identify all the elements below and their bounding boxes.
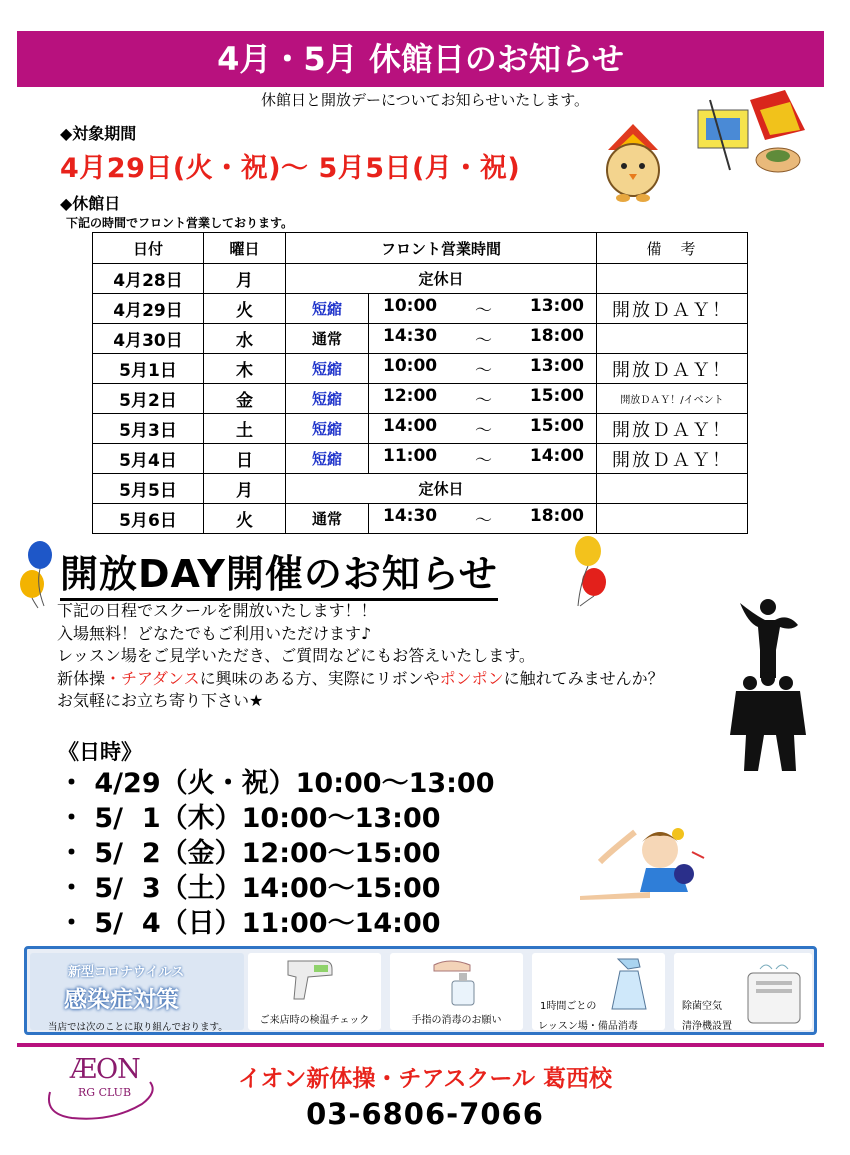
hours-range: [369, 506, 596, 531]
hours-start: 14:30: [383, 506, 438, 526]
text-pompom: ポンポン: [439, 668, 504, 688]
covid-title-box: [30, 953, 244, 1033]
hours-tilde: 〜: [475, 361, 492, 381]
covid-title-line2: 感染症対策: [64, 987, 179, 1013]
air-purifier-icon: [742, 959, 806, 1027]
covid-item-temperature: [248, 953, 381, 1030]
hours-tilde: 〜: [475, 331, 492, 351]
cell-hours: [369, 354, 597, 384]
table-row: [93, 354, 748, 384]
hours-range: [369, 446, 596, 471]
hours-range: [369, 386, 596, 411]
cell-closed: 定休日: [286, 474, 597, 504]
schedule-item: ・ 5/ 1（木）10:00〜13:00: [58, 803, 441, 834]
cell-date: 5月6日: [93, 504, 204, 534]
schedule-item: ・ 5/ 4（日）11:00〜14:00: [58, 908, 441, 939]
hours-start: 14:00: [383, 416, 438, 436]
table-header-row: [93, 233, 748, 264]
cell-remarks: [597, 504, 748, 534]
footer-divider: [17, 1043, 824, 1047]
hours-end: 15:00: [529, 416, 584, 436]
cell-remarks: [597, 324, 748, 354]
table-row: [93, 504, 748, 534]
covid-item-text: 清浄機設置: [682, 1021, 732, 1032]
covid-measures-panel: [24, 946, 817, 1035]
hours-tilde: 〜: [475, 511, 492, 531]
hours-end: 13:00: [529, 296, 584, 316]
openday-description: [57, 600, 664, 713]
gymnast-girl-icon: [580, 812, 710, 902]
school-name: イオン新体操・チアスクール 葛西校: [238, 1066, 612, 1092]
page-title: 4月・5月 休館日のお知らせ: [17, 31, 824, 87]
cell-date: 5月5日: [93, 474, 204, 504]
covid-caption: 当店では次のことに取り組んでおります。: [48, 1022, 228, 1033]
schedule-title: 《日時》: [58, 740, 142, 764]
openday-line: 入場無料！どなたでもご利用いただけます♪: [57, 623, 372, 643]
period-label: ◆対象期間: [60, 124, 137, 143]
header-day: 曜日: [204, 233, 286, 264]
hours-start: 10:00: [383, 356, 438, 376]
header-remarks: 備 考: [597, 233, 748, 264]
cell-hours: [369, 504, 597, 534]
openday-line: [57, 668, 664, 691]
cell-hours: [369, 414, 597, 444]
covid-item-text: レッスン場・備品消毒: [538, 1021, 638, 1032]
logo-rgclub-text: RG CLUB: [78, 1086, 132, 1099]
closing-schedule-table: [92, 232, 748, 534]
closed-label: ◆休館日: [60, 194, 121, 213]
hand-sanitizer-icon: [430, 955, 490, 1007]
text-interest: に興味のある方、実際にリボンや: [199, 668, 440, 688]
balloons-left-icon: [18, 540, 56, 610]
cell-day: 金: [204, 384, 286, 414]
header-front-hours: フロント営業時間: [286, 233, 597, 264]
covid-item-sanitize: [390, 953, 523, 1030]
cell-remarks: 開放ＤＡＹ！/イベント: [597, 384, 748, 414]
hours-tilde: 〜: [475, 391, 492, 411]
cell-remarks: [597, 474, 748, 504]
cell-date: 5月3日: [93, 414, 204, 444]
cell-remarks: [597, 264, 748, 294]
hours-end: 14:00: [529, 446, 584, 466]
hours-end: 18:00: [529, 506, 584, 526]
covid-item-text: 手指の消毒のお願い: [411, 1015, 502, 1026]
cell-hours: [369, 444, 597, 474]
cell-day: 水: [204, 324, 286, 354]
table-row: [93, 444, 748, 474]
text-gymnastics: 新体操: [57, 668, 106, 688]
schedule-item: ・ 5/ 2（金）12:00〜15:00: [58, 838, 441, 869]
schedule-item: ・ 5/ 3（土）14:00〜15:00: [58, 873, 441, 904]
period-value: 4月29日(火・祝)〜 5月5日(月・祝): [60, 153, 521, 184]
schedule-item: ・ 4/29（火・祝）10:00〜13:00: [58, 768, 495, 799]
cell-date: 4月30日: [93, 324, 204, 354]
cell-date: 4月28日: [93, 264, 204, 294]
cell-remarks: 開放ＤＡＹ！: [597, 354, 748, 384]
logo-aeon-text: ÆON: [70, 1054, 140, 1085]
openday-line: レッスン場をご見学いただき、ご質問などにもお答えいたします。: [57, 646, 535, 665]
spray-bottle-icon: [598, 955, 658, 1013]
thermometer-gun-icon: [278, 955, 338, 1005]
cell-hours: [369, 294, 597, 324]
covid-item-text: 1時間ごとの: [540, 1001, 597, 1012]
cell-date: 4月29日: [93, 294, 204, 324]
covid-title-line1: 新型コロナウイルス: [68, 965, 185, 980]
hours-start: 12:00: [383, 386, 438, 406]
table-row: [93, 384, 748, 414]
hours-tilde: 〜: [475, 301, 492, 321]
table-row: [93, 324, 748, 354]
koinobori-decoration-icon: [690, 90, 810, 180]
balloons-right-icon: [566, 534, 610, 610]
hours-end: 13:00: [529, 356, 584, 376]
closed-note: 下記の時間でフロント営業しております。: [66, 216, 294, 230]
cell-day: 木: [204, 354, 286, 384]
covid-item-text: ご来店時の検温チェック: [259, 1015, 370, 1026]
hours-end: 18:00: [529, 326, 584, 346]
openday-heading: 開放DAY開催のお知らせ: [60, 550, 498, 601]
hours-range: [369, 356, 596, 381]
phone-number: 03-6806-7066: [306, 1097, 544, 1131]
cell-hours-type: 短縮: [286, 414, 369, 444]
cell-date: 5月1日: [93, 354, 204, 384]
cell-hours-type: 短縮: [286, 444, 369, 474]
hours-start: 10:00: [383, 296, 438, 316]
cell-day: 火: [204, 294, 286, 324]
cell-hours: [369, 384, 597, 414]
header-date: 日付: [93, 233, 204, 264]
hours-tilde: 〜: [475, 451, 492, 471]
text-try: に触れてみませんか？: [503, 668, 664, 688]
schedule-list: [58, 766, 495, 941]
cell-hours-type: 通常: [286, 324, 369, 354]
cell-hours-type: 短縮: [286, 294, 369, 324]
hours-range: [369, 416, 596, 441]
cell-remarks: 開放ＤＡＹ！: [597, 294, 748, 324]
covid-item-text: 除菌空気: [682, 1001, 722, 1012]
hours-start: 14:30: [383, 326, 438, 346]
hours-range: [369, 326, 596, 351]
cell-closed: 定休日: [286, 264, 597, 294]
openday-line: お気軽にお立ち寄り下さい★: [57, 691, 264, 710]
covid-item-disinfect: [532, 953, 665, 1030]
cell-day: 土: [204, 414, 286, 444]
cell-hours-type: 短縮: [286, 384, 369, 414]
table-row: [93, 474, 748, 504]
hours-range: [369, 296, 596, 321]
chick-mascot-icon: [596, 110, 670, 205]
cell-hours-type: 通常: [286, 504, 369, 534]
covid-item-air-purifier: [674, 953, 812, 1030]
table-row: [93, 264, 748, 294]
cell-day: 月: [204, 474, 286, 504]
cell-hours: [369, 324, 597, 354]
table-row: [93, 294, 748, 324]
cell-date: 5月4日: [93, 444, 204, 474]
cheer-pyramid-silhouette-icon: [720, 595, 810, 775]
hours-tilde: 〜: [475, 421, 492, 441]
cell-remarks: 開放ＤＡＹ！: [597, 414, 748, 444]
cell-day: 月: [204, 264, 286, 294]
hours-end: 15:00: [529, 386, 584, 406]
openday-line: 下記の日程でスクールを開放いたします！！: [57, 601, 377, 620]
table-row: [93, 414, 748, 444]
cell-date: 5月2日: [93, 384, 204, 414]
cell-day: 日: [204, 444, 286, 474]
text-cheerdance: ・チアダンス: [105, 668, 200, 688]
page-subtitle: 休館日と開放デーについてお知らせいたします。: [260, 91, 590, 109]
cell-day: 火: [204, 504, 286, 534]
cell-remarks: 開放ＤＡＹ！: [597, 444, 748, 474]
cell-hours-type: 短縮: [286, 354, 369, 384]
hours-start: 11:00: [383, 446, 438, 466]
